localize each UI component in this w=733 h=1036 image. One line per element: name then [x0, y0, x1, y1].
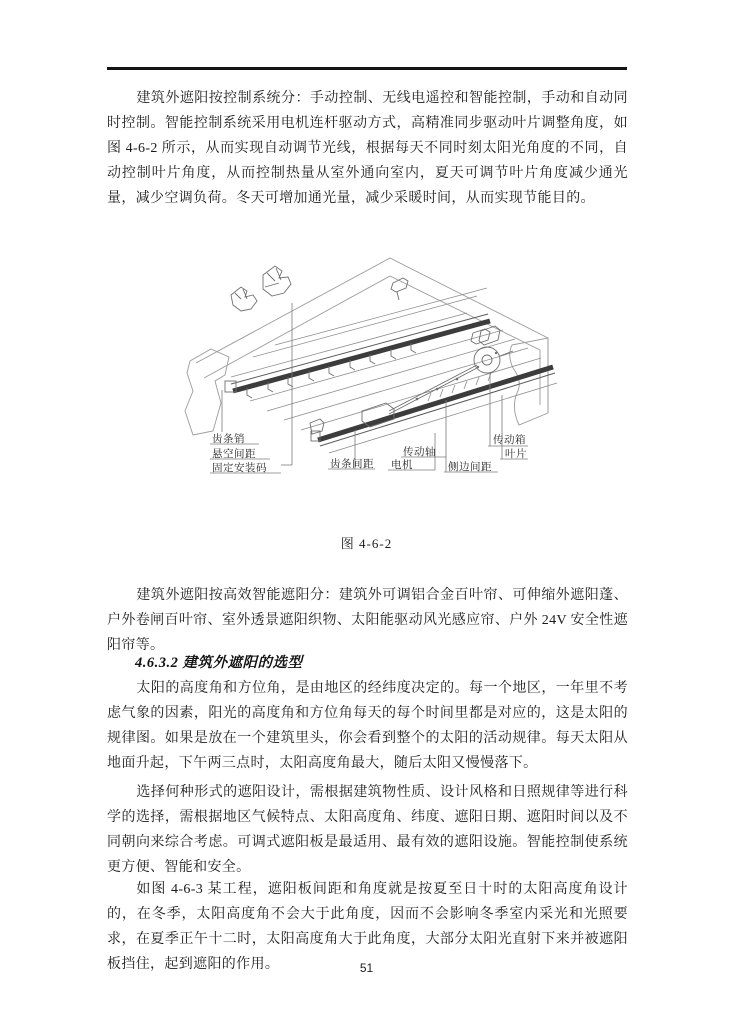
diagram-label-blade: 叶片	[505, 449, 527, 460]
diagram-label-side-spacing: 侧边间距	[448, 462, 492, 473]
diagram-label-mounting-bracket: 固定安装码	[212, 463, 267, 474]
paragraph-sun-angles: 太阳的高度角和方位角，是由地区的经纬度决定的。每一个地区，一年里不考虑气象的因素，阳光的高度角和方位角每天的每个时间里都是对应的，这是太阳的规律图。如果是放在一个建筑里头，你会看到整个的太阳的活动规律。每天太阳从地面升起，下午两三点时，太阳高度角最大，随后太阳又慢慢落下。	[107, 681, 628, 771]
page-number: 51	[359, 961, 374, 975]
section-heading-4-6-3-2: 4.6.3.2 建筑外遮阳的选型	[135, 655, 303, 671]
diagram-label-gearbox: 传动箱	[493, 435, 526, 446]
diagram-label-rack-pin: 齿条销	[212, 434, 245, 445]
louver-drive-assembly-diagram	[167, 253, 647, 503]
paragraph-design-selection: 选择何种形式的遮阳设计，需根据建筑物性质、设计风格和日照规律等进行科学的选择，需根据地区气候特点、太阳高度角、纬度、遮阳日期、遮阳时间以及不同朝向来综合考虑。可调式遮阳板是最适用、最有效的遮阳设施。智能控制使系统更方便、智能和安全。	[107, 785, 628, 875]
paragraph-control-systems: 建筑外遮阳按控制系统分：手动控制、无线电遥控和智能控制，手动和自动同时控制。智能控制系统采用电机连杆驱动方式，高精准同步驱动叶片调整角度，如图 4-6-2 所示，从而实现自动调节光线，根据每天不同时刻太阳光角度的不同，自动控制叶片角度，从而控制热量从室外通向室内，夏天可调节叶片角度减少通光量，减少空调负荷。冬天可增加通光量，减少采暖时间，从而实现节能目的。	[107, 91, 628, 206]
diagram-label-motor: 电机	[391, 460, 413, 471]
paragraph-example-project: 如图 4-6-3 某工程，遮阳板间距和角度就是按夏至日十时的太阳高度角设计的，在冬季，太阳高度角不会大于此角度，因而不会影响冬季室内采光和光照要求，在夏季正午十二时，太阳高度角大于此角度，大部分太阳光直射下来并被遮阳板挡住，起到遮阳的作用。	[107, 882, 628, 972]
header-rule	[107, 67, 627, 70]
figure-caption: 图 4-6-2	[340, 536, 393, 551]
diagram-label-rack-spacing: 齿条间距	[330, 459, 374, 470]
diagram-label-drive-shaft: 传动轴	[403, 447, 436, 458]
diagram-label-suspension-spacing: 悬空间距	[212, 449, 256, 460]
paragraph-shading-types: 建筑外遮阳按高效智能遮阳分：建筑外可调铝合金百叶帘、可伸缩外遮阳蓬、户外卷闸百叶帘、室外透景遮阳织物、太阳能驱动风光感应帘、户外 24V 安全性遮阳帘等。	[107, 588, 628, 653]
figure-4-6-2	[167, 253, 647, 503]
